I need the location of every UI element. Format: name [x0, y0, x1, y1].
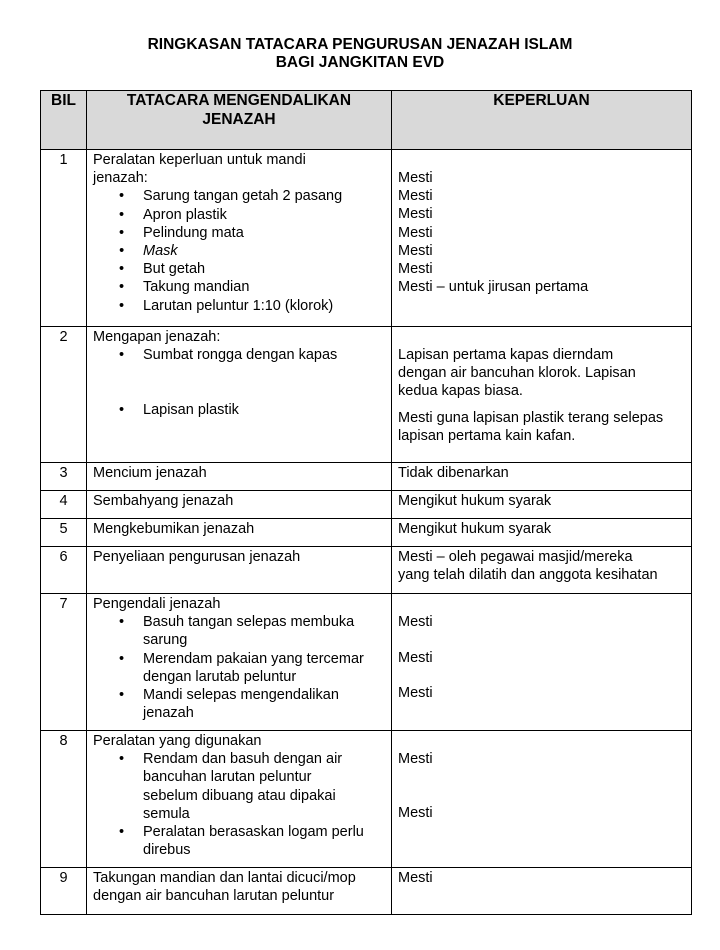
document-title-line-1: RINGKASAN TATACARA PENGURUSAN JENAZAH ISLAM: [147, 36, 573, 53]
list-item: • Basuh tangan selepas membuka sarung: [93, 613, 391, 649]
tatacara-cell: Penyeliaan pengurusan jenazah: [87, 547, 392, 594]
table-row: [41, 150, 692, 327]
tatacara-cell: Mencium jenazah: [87, 463, 392, 491]
keperluan-cell: Lapisan pertama kapas dierndam dengan air bancuhan klorok. Lapisan kedua kapas biasa. Mesti guna lapisan plastik terang selepas lapisan pertama kain kafan.: [392, 327, 692, 463]
list-item: • Merendam pakaian yang tercemar dengan larutab peluntur: [93, 650, 391, 686]
row-number: 4: [41, 491, 87, 519]
list-item: • Mask: [93, 242, 391, 260]
header-keperluan: KEPERLUAN: [392, 91, 692, 150]
row-number: 6: [41, 547, 87, 594]
tatacara-cell: Mengapan jenazah: • Sumbat rongga dengan kapas • Lapisan plastik: [87, 327, 392, 463]
keperluan-cell: Mesti Mesti Mesti: [392, 594, 692, 731]
list-item: • Larutan peluntur 1:10 (klorok): [93, 297, 391, 315]
list-item: • Pelindung mata: [93, 224, 391, 242]
table-row: [41, 731, 692, 868]
tatacara-cell: Sembahyang jenazah: [87, 491, 392, 519]
table-row: [41, 594, 692, 731]
row-number: 1: [41, 150, 87, 327]
procedure-table: [40, 90, 692, 915]
tatacara-cell: Peralatan yang digunakan • Rendam dan basuh dengan air bancuhan larutan peluntur sebelum dibuang atau dipakai semula • Peralatan berasaskan logam perlu direbus: [87, 731, 392, 868]
table-row: [41, 327, 692, 463]
list-item: • Apron plastik: [93, 206, 391, 224]
document-title-line-2: BAGI JANGKITAN EVD: [275, 54, 445, 71]
list-item: • Takung mandian: [93, 278, 391, 296]
keperluan-cell: Tidak dibenarkan: [392, 463, 692, 491]
table-row: [41, 547, 692, 594]
table-row: [41, 463, 692, 491]
row-number: 5: [41, 519, 87, 547]
keperluan-cell: Mengikut hukum syarak: [392, 519, 692, 547]
row-number: 8: [41, 731, 87, 868]
list-item: • Lapisan plastik: [93, 401, 391, 419]
list-item: • Peralatan berasaskan logam perlu direbus: [93, 823, 391, 859]
table-row: [41, 868, 692, 915]
keperluan-cell: Mesti Mesti Mesti Mesti Mesti Mesti Mesti – untuk jirusan pertama: [392, 150, 692, 327]
list-item: • Sarung tangan getah 2 pasang: [93, 187, 391, 205]
tatacara-cell: Peralatan keperluan untuk mandi jenazah: • Sarung tangan getah 2 pasang • Apron plastik • Pelindung mata • Mask • But getah • Takung mandian • Larutan peluntur 1:10 (klorok): [87, 150, 392, 327]
table-row: [41, 491, 692, 519]
table-header-row: [41, 91, 692, 150]
table-row: [41, 519, 692, 547]
header-bil: BIL: [41, 91, 87, 150]
list-item: • Sumbat rongga dengan kapas: [93, 346, 391, 364]
list-item: • But getah: [93, 260, 391, 278]
tatacara-cell: Takungan mandian dan lantai dicuci/mop dengan air bancuhan larutan peluntur: [87, 868, 392, 915]
tatacara-cell: Mengkebumikan jenazah: [87, 519, 392, 547]
row-number: 7: [41, 594, 87, 731]
list-item: • Mandi selepas mengendalikan jenazah: [93, 686, 391, 722]
header-tatacara: TATACARA MENGENDALIKAN JENAZAH: [87, 91, 392, 150]
keperluan-cell: Mesti – oleh pegawai masjid/mereka yang telah dilatih dan anggota kesihatan: [392, 547, 692, 594]
row-number: 3: [41, 463, 87, 491]
keperluan-cell: Mesti: [392, 868, 692, 915]
row-number: 9: [41, 868, 87, 915]
keperluan-cell: Mesti Mesti: [392, 731, 692, 868]
keperluan-cell: Mengikut hukum syarak: [392, 491, 692, 519]
tatacara-cell: Pengendali jenazah • Basuh tangan selepas membuka sarung • Merendam pakaian yang tercemar dengan larutab peluntur • Mandi selepas mengendalikan jenazah: [87, 594, 392, 731]
list-item: • Rendam dan basuh dengan air bancuhan larutan peluntur sebelum dibuang atau dipakai semula: [93, 750, 391, 823]
row-number: 2: [41, 327, 87, 463]
